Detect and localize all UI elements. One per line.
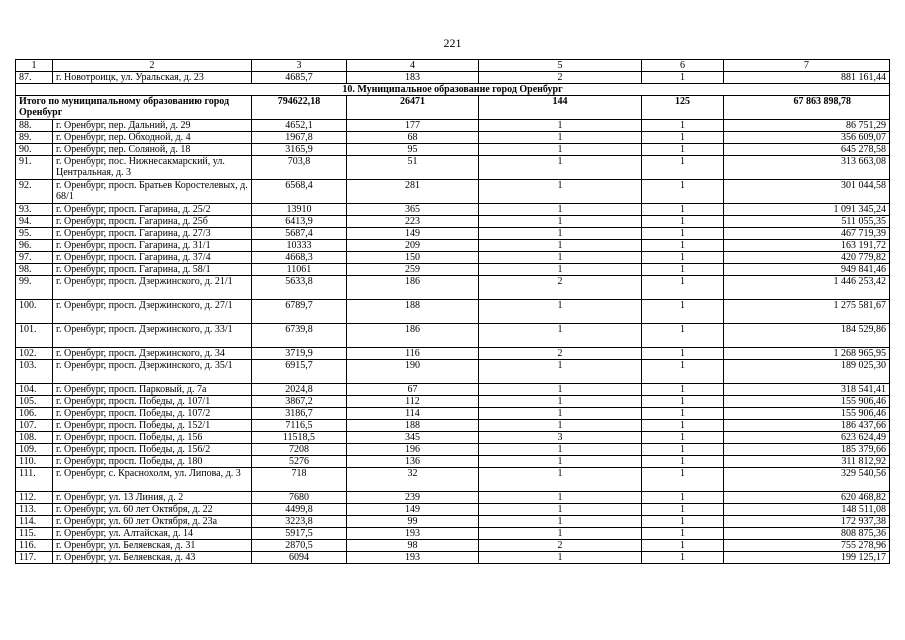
row-number: 98.	[16, 264, 53, 276]
column-number: 2	[53, 60, 252, 72]
column-number: 4	[347, 60, 479, 72]
table-row	[16, 516, 890, 528]
row-value-col5: 1	[479, 360, 642, 384]
row-cost: 623 624,49	[724, 432, 890, 444]
row-address: г. Оренбург, ул. Беляевская, д. 43	[53, 552, 252, 564]
table-row	[16, 552, 890, 564]
row-value-col6: 1	[642, 420, 724, 432]
row-number: 97.	[16, 252, 53, 264]
row-number: 104.	[16, 384, 53, 396]
table-row	[16, 528, 890, 540]
row-address: г. Оренбург, пер. Дальний, д. 29	[53, 120, 252, 132]
row-value-col4: 98	[347, 540, 479, 552]
row-area: 6915,7	[252, 360, 347, 384]
row-area: 5917,5	[252, 528, 347, 540]
row-area: 10333	[252, 240, 347, 252]
row-number: 93.	[16, 204, 53, 216]
row-value-col6: 1	[642, 72, 724, 84]
row-value-col6: 1	[642, 552, 724, 564]
row-address: г. Оренбург, пер. Соляной, д. 18	[53, 144, 252, 156]
row-area: 2024,8	[252, 384, 347, 396]
row-value-col6: 1	[642, 360, 724, 384]
row-value-col4: 188	[347, 300, 479, 324]
row-number: 116.	[16, 540, 53, 552]
row-number: 101.	[16, 324, 53, 348]
row-value-col6: 1	[642, 120, 724, 132]
table-row	[16, 252, 890, 264]
register-table	[15, 59, 890, 564]
row-value-col5: 1	[479, 264, 642, 276]
row-value-col4: 99	[347, 516, 479, 528]
row-value-col5: 2	[479, 348, 642, 360]
row-area: 3165,9	[252, 144, 347, 156]
row-cost: 1 268 965,95	[724, 348, 890, 360]
register-table-body	[16, 60, 890, 564]
row-cost: 1 275 581,67	[724, 300, 890, 324]
row-value-col5: 1	[479, 420, 642, 432]
row-value-col6: 1	[642, 156, 724, 180]
table-row	[16, 72, 890, 84]
table-row	[16, 216, 890, 228]
table-row	[16, 156, 890, 180]
row-cost: 329 540,56	[724, 468, 890, 492]
row-area: 5633,8	[252, 276, 347, 300]
row-cost: 184 529,86	[724, 324, 890, 348]
row-value-col6: 1	[642, 540, 724, 552]
table-row	[16, 420, 890, 432]
row-address: г. Оренбург, пос. Нижнесакмарский, ул. Центральная, д. 3	[53, 156, 252, 180]
row-number: 107.	[16, 420, 53, 432]
row-value-col4: 150	[347, 252, 479, 264]
row-address: г. Оренбург, просп. Гагарина, д. 25б	[53, 216, 252, 228]
row-value-col4: 365	[347, 204, 479, 216]
row-area: 1967,8	[252, 132, 347, 144]
table-row	[16, 540, 890, 552]
row-value-col5: 1	[479, 180, 642, 204]
row-value-col6: 1	[642, 240, 724, 252]
row-area: 2870,5	[252, 540, 347, 552]
row-value-col5: 1	[479, 240, 642, 252]
column-number: 6	[642, 60, 724, 72]
row-value-col5: 2	[479, 276, 642, 300]
row-value-col4: 177	[347, 120, 479, 132]
row-value-col5: 1	[479, 228, 642, 240]
row-value-col6: 1	[642, 264, 724, 276]
row-value-col5: 1	[479, 300, 642, 324]
row-value-col4: 149	[347, 228, 479, 240]
row-value-col6: 1	[642, 300, 724, 324]
row-value-col5: 1	[479, 132, 642, 144]
row-number: 91.	[16, 156, 53, 180]
table-row	[16, 444, 890, 456]
total-cost: 67 863 898,78	[724, 96, 890, 120]
row-value-col6: 1	[642, 408, 724, 420]
row-area: 7208	[252, 444, 347, 456]
row-number: 117.	[16, 552, 53, 564]
row-area: 6568,4	[252, 180, 347, 204]
row-number: 92.	[16, 180, 53, 204]
row-value-col5: 1	[479, 324, 642, 348]
row-value-col4: 259	[347, 264, 479, 276]
row-value-col4: 95	[347, 144, 479, 156]
row-value-col6: 1	[642, 468, 724, 492]
row-value-col4: 149	[347, 504, 479, 516]
row-value-col6: 1	[642, 456, 724, 468]
row-value-col6: 1	[642, 384, 724, 396]
row-address: г. Оренбург, просп. Гагарина, д. 37/4	[53, 252, 252, 264]
row-address: г. Оренбург, просп. Гагарина, д. 31/1	[53, 240, 252, 252]
row-value-col4: 239	[347, 492, 479, 504]
row-value-col4: 116	[347, 348, 479, 360]
row-number: 110.	[16, 456, 53, 468]
section-heading-row	[16, 84, 890, 96]
row-value-col5: 1	[479, 468, 642, 492]
row-address: г. Оренбург, просп. Дзержинского, д. 33/1	[53, 324, 252, 348]
table-row	[16, 360, 890, 384]
row-area: 3223,8	[252, 516, 347, 528]
row-address: г. Оренбург, просп. Гагарина, д. 58/1	[53, 264, 252, 276]
row-address: г. Оренбург, просп. Дзержинского, д. 34	[53, 348, 252, 360]
row-value-col4: 32	[347, 468, 479, 492]
row-area: 6739,8	[252, 324, 347, 348]
row-address: г. Новотроицк, ул. Уральская, д. 23	[53, 72, 252, 84]
row-value-col5: 1	[479, 456, 642, 468]
row-area: 6789,7	[252, 300, 347, 324]
row-address: г. Оренбург, просп. Дзержинского, д. 35/1	[53, 360, 252, 384]
row-address: г. Оренбург, ул. 60 лет Октября, д. 23а	[53, 516, 252, 528]
row-number: 96.	[16, 240, 53, 252]
row-value-col5: 1	[479, 492, 642, 504]
row-value-col5: 1	[479, 552, 642, 564]
row-value-col6: 1	[642, 528, 724, 540]
row-cost: 172 937,38	[724, 516, 890, 528]
row-number: 103.	[16, 360, 53, 384]
column-number-row	[16, 60, 890, 72]
row-number: 105.	[16, 396, 53, 408]
column-number: 3	[252, 60, 347, 72]
row-number: 102.	[16, 348, 53, 360]
row-value-col6: 1	[642, 504, 724, 516]
row-address: г. Оренбург, просп. Братьев Коростелевых, д. 68/1	[53, 180, 252, 204]
row-cost: 881 161,44	[724, 72, 890, 84]
row-area: 703,8	[252, 156, 347, 180]
row-value-col5: 1	[479, 396, 642, 408]
row-value-col5: 1	[479, 384, 642, 396]
row-value-col5: 1	[479, 144, 642, 156]
row-area: 6094	[252, 552, 347, 564]
row-value-col6: 1	[642, 492, 724, 504]
row-cost: 155 906,46	[724, 396, 890, 408]
table-row	[16, 240, 890, 252]
section-title: 10. Муниципальное образование город Оренбург	[16, 84, 890, 96]
row-value-col6: 1	[642, 324, 724, 348]
row-value-col6: 1	[642, 348, 724, 360]
row-cost: 318 541,41	[724, 384, 890, 396]
row-value-col5: 1	[479, 216, 642, 228]
row-value-col4: 196	[347, 444, 479, 456]
row-value-col5: 1	[479, 528, 642, 540]
row-area: 3867,2	[252, 396, 347, 408]
row-cost: 155 906,46	[724, 408, 890, 420]
row-value-col4: 51	[347, 156, 479, 180]
table-row	[16, 120, 890, 132]
row-value-col4: 67	[347, 384, 479, 396]
row-value-col4: 193	[347, 528, 479, 540]
row-value-col5: 1	[479, 252, 642, 264]
row-cost: 189 025,30	[724, 360, 890, 384]
total-value-col6: 125	[642, 96, 724, 120]
row-cost: 620 468,82	[724, 492, 890, 504]
total-value-col5: 144	[479, 96, 642, 120]
row-cost: 949 841,46	[724, 264, 890, 276]
row-number: 88.	[16, 120, 53, 132]
row-number: 115.	[16, 528, 53, 540]
row-cost: 755 278,96	[724, 540, 890, 552]
row-cost: 199 125,17	[724, 552, 890, 564]
row-value-col4: 112	[347, 396, 479, 408]
row-area: 3186,7	[252, 408, 347, 420]
table-row	[16, 468, 890, 492]
row-area: 13910	[252, 204, 347, 216]
row-value-col6: 1	[642, 444, 724, 456]
row-value-col5: 1	[479, 156, 642, 180]
row-cost: 86 751,29	[724, 120, 890, 132]
total-value-col4: 26471	[347, 96, 479, 120]
row-value-col6: 1	[642, 252, 724, 264]
row-value-col5: 1	[479, 504, 642, 516]
row-number: 100.	[16, 300, 53, 324]
row-value-col5: 1	[479, 120, 642, 132]
row-number: 114.	[16, 516, 53, 528]
row-value-col4: 223	[347, 216, 479, 228]
row-value-col4: 186	[347, 324, 479, 348]
row-number: 109.	[16, 444, 53, 456]
total-area: 794622,18	[252, 96, 347, 120]
row-cost: 645 278,58	[724, 144, 890, 156]
table-row	[16, 144, 890, 156]
row-number: 113.	[16, 504, 53, 516]
row-value-col6: 1	[642, 396, 724, 408]
row-value-col4: 209	[347, 240, 479, 252]
row-area: 7680	[252, 492, 347, 504]
row-address: г. Оренбург, просп. Победы, д. 107/2	[53, 408, 252, 420]
row-address: г. Оренбург, просп. Парковый, д. 7а	[53, 384, 252, 396]
row-value-col6: 1	[642, 132, 724, 144]
row-value-col6: 1	[642, 228, 724, 240]
table-row	[16, 492, 890, 504]
table-row	[16, 408, 890, 420]
row-number: 87.	[16, 72, 53, 84]
row-address: г. Оренбург, просп. Победы, д. 152/1	[53, 420, 252, 432]
table-row	[16, 264, 890, 276]
row-cost: 185 379,66	[724, 444, 890, 456]
row-cost: 420 779,82	[724, 252, 890, 264]
table-row	[16, 348, 890, 360]
table-row	[16, 300, 890, 324]
table-row	[16, 228, 890, 240]
row-area: 7116,5	[252, 420, 347, 432]
row-cost: 808 875,36	[724, 528, 890, 540]
table-row	[16, 276, 890, 300]
row-value-col4: 186	[347, 276, 479, 300]
row-address: г. Оренбург, просп. Победы, д. 156/2	[53, 444, 252, 456]
row-value-col4: 193	[347, 552, 479, 564]
row-address: г. Оренбург, просп. Победы, д. 107/1	[53, 396, 252, 408]
row-number: 99.	[16, 276, 53, 300]
row-area: 5276	[252, 456, 347, 468]
row-area: 4685,7	[252, 72, 347, 84]
table-row	[16, 456, 890, 468]
table-row	[16, 432, 890, 444]
row-value-col6: 1	[642, 216, 724, 228]
table-row	[16, 396, 890, 408]
row-value-col5: 1	[479, 516, 642, 528]
row-cost: 311 812,92	[724, 456, 890, 468]
row-area: 5687,4	[252, 228, 347, 240]
row-number: 94.	[16, 216, 53, 228]
row-value-col4: 183	[347, 72, 479, 84]
row-area: 4499,8	[252, 504, 347, 516]
row-cost: 148 511,08	[724, 504, 890, 516]
row-cost: 467 719,39	[724, 228, 890, 240]
row-cost: 186 437,66	[724, 420, 890, 432]
row-address: г. Оренбург, ул. Беляевская, д. 31	[53, 540, 252, 552]
row-address: г. Оренбург, ул. 60 лет Октября, д. 22	[53, 504, 252, 516]
row-cost: 356 609,07	[724, 132, 890, 144]
row-number: 95.	[16, 228, 53, 240]
row-address: г. Оренбург, просп. Дзержинского, д. 21/1	[53, 276, 252, 300]
row-value-col4: 345	[347, 432, 479, 444]
column-number: 1	[16, 60, 53, 72]
row-value-col5: 1	[479, 204, 642, 216]
total-row	[16, 96, 890, 120]
row-value-col5: 2	[479, 72, 642, 84]
column-number: 5	[479, 60, 642, 72]
row-number: 90.	[16, 144, 53, 156]
row-cost: 1 446 253,42	[724, 276, 890, 300]
row-address: г. Оренбург, ул. 13 Линия, д. 2	[53, 492, 252, 504]
row-value-col4: 136	[347, 456, 479, 468]
row-address: г. Оренбург, просп. Победы, д. 156	[53, 432, 252, 444]
row-value-col4: 68	[347, 132, 479, 144]
row-address: г. Оренбург, с. Краснохолм, ул. Липова, д. 3	[53, 468, 252, 492]
table-row	[16, 180, 890, 204]
row-value-col6: 1	[642, 516, 724, 528]
row-value-col5: 2	[479, 540, 642, 552]
row-value-col4: 114	[347, 408, 479, 420]
row-cost: 1 091 345,24	[724, 204, 890, 216]
row-number: 111.	[16, 468, 53, 492]
row-area: 11518,5	[252, 432, 347, 444]
total-label: Итого по муниципальному образованию город Оренбург	[16, 96, 252, 120]
row-area: 718	[252, 468, 347, 492]
row-value-col6: 1	[642, 180, 724, 204]
row-area: 4668,3	[252, 252, 347, 264]
row-area: 4652,1	[252, 120, 347, 132]
table-row	[16, 324, 890, 348]
row-address: г. Оренбург, просп. Гагарина, д. 27/3	[53, 228, 252, 240]
row-value-col6: 1	[642, 204, 724, 216]
row-area: 3719,9	[252, 348, 347, 360]
row-cost: 313 663,08	[724, 156, 890, 180]
row-cost: 511 055,35	[724, 216, 890, 228]
row-number: 89.	[16, 132, 53, 144]
row-address: г. Оренбург, пер. Обходной, д. 4	[53, 132, 252, 144]
row-value-col6: 1	[642, 276, 724, 300]
row-number: 112.	[16, 492, 53, 504]
row-address: г. Оренбург, просп. Победы, д. 180	[53, 456, 252, 468]
row-number: 108.	[16, 432, 53, 444]
row-cost: 301 044,58	[724, 180, 890, 204]
table-row	[16, 384, 890, 396]
row-area: 11061	[252, 264, 347, 276]
row-value-col4: 190	[347, 360, 479, 384]
row-value-col5: 1	[479, 444, 642, 456]
column-number: 7	[724, 60, 890, 72]
row-number: 106.	[16, 408, 53, 420]
row-value-col4: 281	[347, 180, 479, 204]
row-value-col6: 1	[642, 144, 724, 156]
table-row	[16, 132, 890, 144]
row-value-col5: 3	[479, 432, 642, 444]
table-row	[16, 204, 890, 216]
row-value-col4: 188	[347, 420, 479, 432]
row-address: г. Оренбург, просп. Гагарина, д. 25/2	[53, 204, 252, 216]
page-number: 221	[443, 36, 462, 50]
row-address: г. Оренбург, просп. Дзержинского, д. 27/1	[53, 300, 252, 324]
row-value-col5: 1	[479, 408, 642, 420]
table-row	[16, 504, 890, 516]
row-cost: 163 191,72	[724, 240, 890, 252]
row-address: г. Оренбург, ул. Алтайская, д. 14	[53, 528, 252, 540]
row-value-col6: 1	[642, 432, 724, 444]
row-area: 6413,9	[252, 216, 347, 228]
